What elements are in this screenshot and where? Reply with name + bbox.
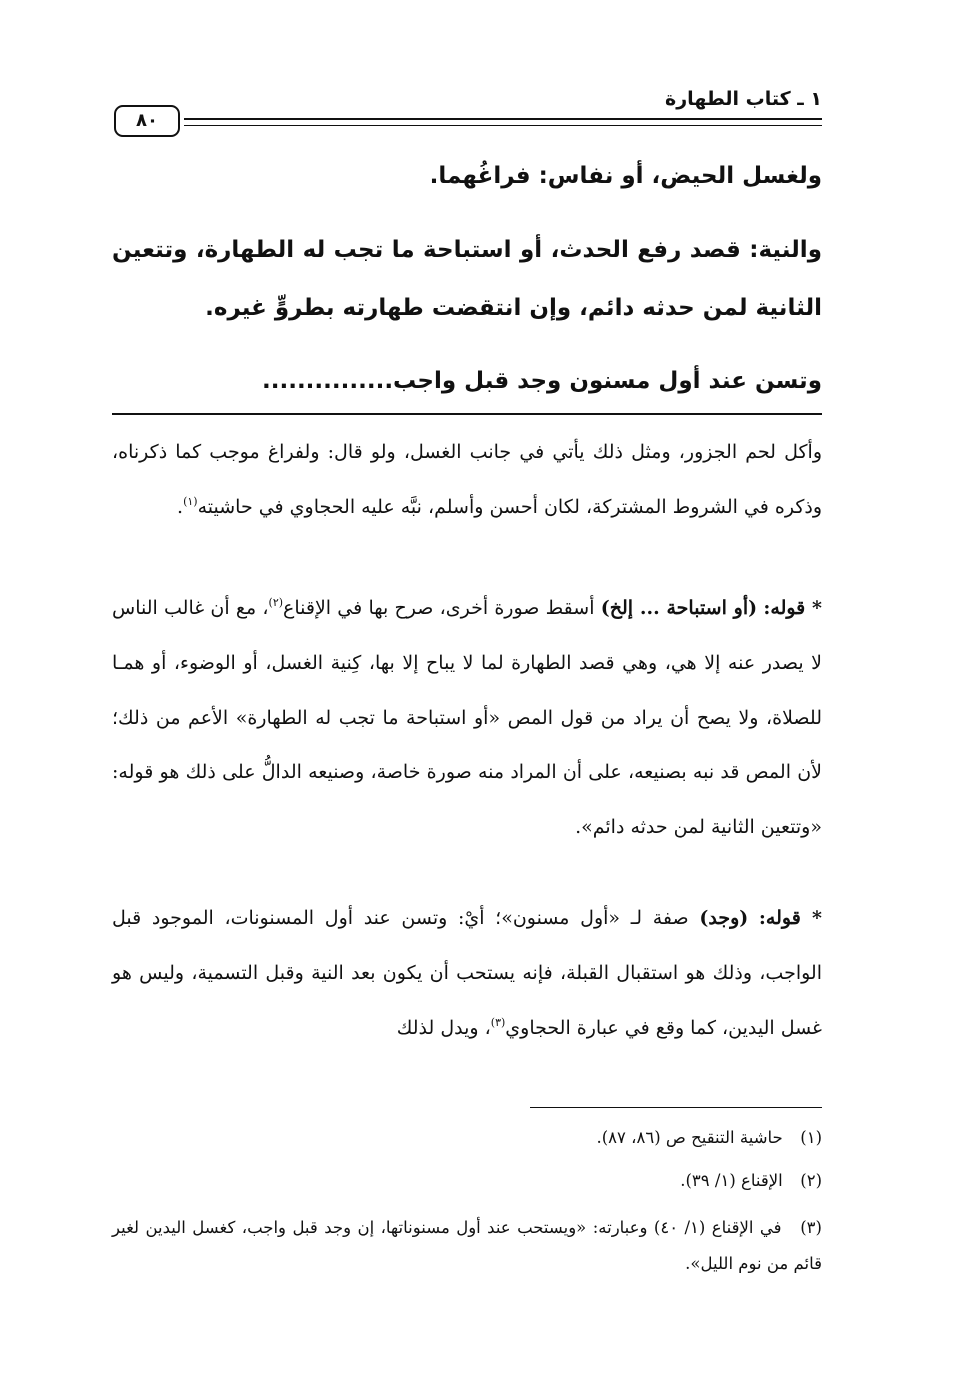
commentary-text: وأكل لحم الجزور، ومثل ذلك يأتي في جانب الغسل، ولو قال: ولفراغ موجب كما ذكرناه، وذكره في الشروط المشتركة، لكان أحسن وأسلم، نبَّه عليه الحجاوي في حاشيته [112,441,822,518]
matn-commentary-divider [112,413,822,415]
quoted-matn: (أو استباحة ... إلخ) [600,597,758,619]
matn-line-1: ولغسل الحيض، أو نفاس: فراغُهما. [429,163,822,189]
quoted-matn: (وجد) [699,907,749,929]
commentary-paragraph-1 [112,425,822,535]
commentary-paragraph-3 [112,891,822,1055]
commentary-text: ، مع أن غالب الناس لا يصدر عنه إلا هي، وهي قصد الطهارة لما لا يباح إلا بها، كِنية الغسل، أو الوضوء، أو همـا للصلاة، ولا يصح أن يراد من قول المص «أو استباحة ما تجب له الطهارة» الأعم من ذلك؛ لأن المص قد نبه بصنيعه، على أن المراد منه صورة خاصة، وصنيعه الدالُّ على ذلك هو قوله: «وتتعين الثانية لمن حدثه دائم». [112,597,822,839]
qawluhu-label: * قوله: [758,907,822,929]
commentary-text: أسقط صورة أخرى، صرح بها في الإقناع [283,597,595,619]
footnote-number: (٣) [800,1218,822,1237]
footnote-text: الإقناع (١/ ٣٩). [680,1171,783,1190]
qawluhu-label: * قوله: [763,597,822,619]
matn-line-3: الثانية لمن حدثه دائم، وإن انتقضت طهارته بطروٍّ غيره. [205,295,822,321]
header-rule [184,118,822,126]
footnote-3 [112,1210,822,1282]
footnote-text: في الإقناع (١/ ٤٠) وعبارته: «ويستحب عند أول مسنوناتها، إن وجد قبل واجب، كغسل اليدين لغير قائم من نوم الليل». [112,1218,822,1273]
footnote-1 [112,1120,822,1156]
matn-line-4-text: وتسن عند أول مسنون وجد قبل واجب............... [262,368,822,394]
footnote-ref-1[interactable]: (١) [183,494,198,508]
footnote-text: حاشية التنقيح ص (٨٦، ٨٧). [596,1128,783,1147]
commentary-text: . [177,495,184,518]
footnote-number: (١) [800,1128,822,1147]
commentary-text: ، ويدل لذلك [396,1016,491,1039]
matn-line-2: والنية: قصد رفع الحدث، أو استباحة ما تجب له الطهارة، وتتعين [112,237,822,263]
footnote-2 [112,1163,822,1199]
commentary-text: صفة لـ «أول مسنون»؛ أيْ: وتسن عند أول المسنونات، الموجود قبل الواجب، وذلك هو استقبال القبلة، فإنه يستحب أن يكون بعد النية وقبل التسمية، وليس هو غسل اليدين، كما وقع في عبارة الحجاوي [112,907,822,1039]
page-number: ٨٠ [114,105,180,137]
footnote-number: (٢) [800,1171,822,1190]
footnote-ref-3[interactable]: (٣) [490,1015,506,1029]
chapter-title: ١ ـ كتاب الطهارة [665,88,822,110]
matn-line-4 [112,368,822,394]
commentary-paragraph-2 [112,581,822,855]
page-header [112,88,822,140]
footnote-ref-2[interactable]: (٢) [268,596,284,609]
footnote-rule [530,1107,822,1108]
